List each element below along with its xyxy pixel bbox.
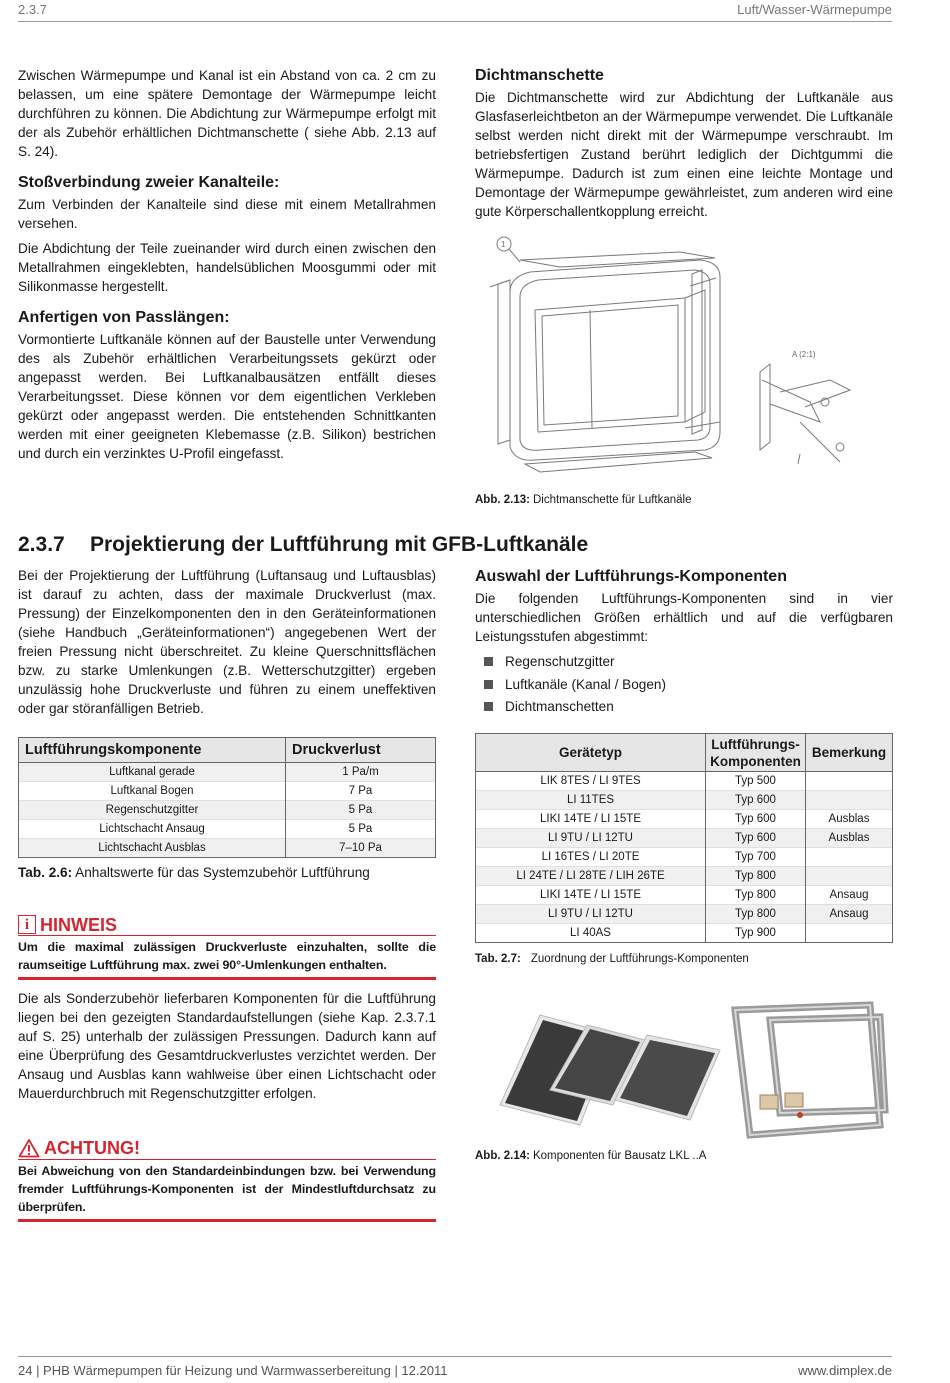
- table-cell: Typ 900: [706, 924, 806, 943]
- table-cell: LIKI 14TE / LI 15TE: [476, 810, 706, 829]
- table-zuordnung-wrap: [475, 733, 893, 943]
- table-row: [19, 763, 436, 782]
- paragraph-dichtmanschette: Die Dichtmanschette wird zur Abdichtung der Luftkanäle aus Glasfaserleichtbeton an der Wärmepumpe verwendet. Die Luftkanäle selbst werden nicht direkt mit der Wärmepumpe verschraubt. Im betriebsfertigen Zustand berührt lediglich der Dichtgummi die Wärmepumpe. Dadurch ist zum einen eine leichte Montage und Demontage der Wärmepumpe gewährleistet, zum anderen wird eine gute Körperschallentkopplung erreicht.: [475, 90, 893, 219]
- figure-dichtmanschette-drawing: [480, 232, 880, 477]
- table-cell: 5 Pa: [286, 820, 436, 839]
- bullet-square-icon: [484, 680, 493, 689]
- hinweis-title: HINWEIS: [40, 914, 118, 935]
- table-cell: Luftkanal gerade: [19, 763, 286, 782]
- warning-icon: [18, 1138, 40, 1158]
- table-row: [476, 905, 893, 924]
- table-header-cell: Druckverlust: [286, 738, 436, 763]
- left-column-sonderzubehoer: [18, 989, 436, 1109]
- paragraph-stoss-1: Zum Verbinden der Kanalteile sind diese mit einem Metallrahmen versehen.: [18, 197, 436, 231]
- table-cell: LI 16TES / LI 20TE: [476, 848, 706, 867]
- hinweis-header: [18, 915, 436, 936]
- paragraph-abstand: Zwischen Wärmepumpe und Kanal ist ein Abstand von ca. 2 cm zu belassen, um eine spätere Demontage der Wärmepumpe leicht durchführen zu können. Die Abdichtung zur Wärmepumpe erfolgt mit der als Zubehör erhältlichen Dichtmanschette ( siehe Abb. 2.13 auf S. 24).: [18, 68, 436, 159]
- hinweis-box: [18, 915, 436, 980]
- bullet-square-icon: [484, 657, 493, 666]
- table-zuordnung: [475, 733, 893, 943]
- figure-2-13-caption: [475, 494, 692, 506]
- table-cell: Lichtschacht Ansaug: [19, 820, 286, 839]
- heading-auswahl: Auswahl der Luftführungs-Komponenten: [475, 568, 787, 585]
- table-cell: Typ 700: [706, 848, 806, 867]
- table-row: [19, 801, 436, 820]
- table-2-6-caption: [18, 865, 370, 880]
- left-column-top: [18, 66, 436, 469]
- table-cell: Typ 800: [706, 867, 806, 886]
- table-2-6-number: Tab. 2.6:: [18, 865, 73, 880]
- table-cell: LI 9TU / LI 12TU: [476, 905, 706, 924]
- table-2-7-text: Zuordnung der Luftführungs-Komponenten: [530, 953, 749, 965]
- table-cell: Typ 800: [706, 886, 806, 905]
- table-cell: 1 Pa/m: [286, 763, 436, 782]
- table-row: [19, 820, 436, 839]
- table-cell: 5 Pa: [286, 801, 436, 820]
- bullet-square-icon: [484, 702, 493, 711]
- header-section-number: 2.3.7: [18, 2, 47, 17]
- table-cell: [806, 867, 893, 886]
- table-cell: Typ 600: [706, 791, 806, 810]
- table-2-6-text: Anhaltswerte für das Systemzubehör Luftführung: [75, 865, 370, 880]
- table-cell: [806, 924, 893, 943]
- figure-2-14-caption: [475, 1150, 706, 1162]
- list-item-label: Luftkanäle (Kanal / Bogen): [505, 676, 666, 692]
- table-row: [476, 924, 893, 943]
- heading-stossverbindung: Stoßverbindung zweier Kanalteile:: [18, 174, 280, 191]
- table-cell: Typ 500: [706, 772, 806, 791]
- paragraph-stoss-2: Die Abdichtung der Teile zueinander wird durch einen zwischen den Metallrahmen eingeklebten, handelsüblichen Moosgummi oder mit Silikonmasse hergestellt.: [18, 241, 436, 294]
- detail-label: A (2:1): [792, 350, 816, 359]
- table-cell: LI 9TU / LI 12TU: [476, 829, 706, 848]
- left-column-projektierung: [18, 566, 436, 724]
- callout-number: 1: [501, 240, 506, 249]
- paragraph-projektierung: Bei der Projektierung der Luftführung (Luftansaug und Luftausblas) ist darauf zu achten, dass der maximale Druckverlust (max. Pressung) der Einzelkomponenten den in den Geräteinformationen (siehe Handbuch „Geräteinformationen“) angegebenen Wert der freien Pressung nicht überschreitet. Zu kleine Querschnittsflächen bzw. zu starke Umlenkungen (z.B. Wetterschutzgitter) ergeben unzulässig hohe Druckverluste und führen zu einem uneffektiven oder gar störanfälligen Betrieb.: [18, 568, 436, 716]
- achtung-text: Bei Abweichung von den Standardeinbindungen bzw. bei Verwendung fremder Luftführungs-Komponenten ist der Mindestluftdurchsatz zu überprüfen.: [18, 1164, 436, 1214]
- component-list: [475, 652, 893, 720]
- table-cell: Luftkanal Bogen: [19, 782, 286, 801]
- table-cell: [806, 772, 893, 791]
- achtung-header: [18, 1138, 436, 1160]
- table-cell: Typ 600: [706, 829, 806, 848]
- table-cell: Ausblas: [806, 829, 893, 848]
- table-row: [476, 867, 893, 886]
- table-row: [476, 791, 893, 810]
- table-druckverlust: [18, 737, 436, 858]
- table-row: [476, 848, 893, 867]
- table-cell: Typ 600: [706, 810, 806, 829]
- table-cell: LI 24TE / LI 28TE / LIH 26TE: [476, 867, 706, 886]
- right-column-top: [475, 66, 893, 227]
- table-row: [476, 829, 893, 848]
- table-cell: Lichtschacht Ausblas: [19, 839, 286, 858]
- list-item-label: Regenschutzgitter: [505, 654, 615, 669]
- paragraph-passlaengen: Vormontierte Luftkanäle können auf der Baustelle unter Verwendung des als Zubehör erhältlichen Verarbeitungssets gekürzt oder angepasst werden. Bei Luftkanalbausätzen entfällt dieses Verarbeitungsset. Diese können vor dem eigentlichen Verkleben gekürzt oder angepasst werden. Die entstehenden Schnittkanten werden mit einer geeigneten Klebemasse (z.B. Silikon) bestrichen und durch ein verzinktes U-Profil eingefasst.: [18, 332, 436, 461]
- table-cell: LIKI 14TE / LI 15TE: [476, 886, 706, 905]
- table-header-row: [19, 738, 436, 763]
- table-header-cell: Gerätetyp: [476, 734, 706, 772]
- section-heading: [18, 533, 588, 557]
- table-row: [19, 782, 436, 801]
- list-item: [475, 697, 893, 720]
- figure-2-14-text: Komponenten für Bausatz LKL ..A: [532, 1150, 707, 1162]
- table-cell: LI 11TES: [476, 791, 706, 810]
- table-2-7-number: Tab. 2.7:: [475, 953, 521, 965]
- list-item-label: Dichtmanschetten: [505, 699, 614, 714]
- table-2-7-caption: [475, 953, 749, 965]
- page-header: [18, 0, 892, 22]
- table-druckverlust-wrap: [18, 737, 436, 858]
- heading-passlaengen: Anfertigen von Passlängen:: [18, 309, 230, 326]
- table-header-row: [476, 734, 893, 772]
- achtung-box: [18, 1138, 436, 1222]
- figure-2-13-number: Abb. 2.13:: [475, 494, 530, 506]
- right-column-auswahl: [475, 567, 893, 720]
- table-cell: Ansaug: [806, 905, 893, 924]
- table-cell: 7 Pa: [286, 782, 436, 801]
- heading-dichtmanschette: Dichtmanschette: [475, 67, 604, 84]
- table-row: [19, 839, 436, 858]
- list-item: [475, 652, 893, 675]
- table-cell: Ausblas: [806, 810, 893, 829]
- table-cell: LIK 8TES / LI 9TES: [476, 772, 706, 791]
- table-cell: [806, 848, 893, 867]
- table-cell: Ansaug: [806, 886, 893, 905]
- figure-2-13-text: Dichtmanschette für Luftkanäle: [532, 494, 692, 506]
- page-footer: [18, 1356, 892, 1378]
- figure-bausatz-photo: [495, 995, 895, 1140]
- table-cell: 7–10 Pa: [286, 839, 436, 858]
- footer-website-link[interactable]: www.dimplex.de: [798, 1363, 892, 1378]
- section-number: 2.3.7: [18, 533, 65, 556]
- info-icon: i: [18, 915, 36, 934]
- table-row: [476, 810, 893, 829]
- table-cell: [806, 791, 893, 810]
- table-cell: LI 40AS: [476, 924, 706, 943]
- achtung-title: ACHTUNG!: [44, 1138, 140, 1158]
- footer-page-info: 24 | PHB Wärmepumpen für Heizung und Warmwasserbereitung | 12.2011: [18, 1363, 448, 1378]
- figure-2-14-number: Abb. 2.14:: [475, 1150, 530, 1162]
- section-title: Projektierung der Luftführung mit GFB-Luftkanäle: [90, 533, 589, 556]
- table-row: [476, 772, 893, 791]
- hinweis-text: Um die maximal zulässigen Druckverluste einzuhalten, sollte die raumseitige Luftführung max. zwei 90°-Umlenkungen enthalten.: [18, 940, 436, 972]
- paragraph-sonderzubehoer: Die als Sonderzubehör lieferbaren Komponenten für die Luftführung liegen bei den gezeigten Standardaufstellungen (siehe Kap. 2.3.7.1 auf S. 25) unterhalb der zulässigen Pressungen. Dadurch kann auf eine Überprüfung des Gesamtdruckverlustes verzichtet werden. Der Ansaug und Ausblas kann wahlweise über einen Lichtschacht oder Mauerdurchbruch mit Regenschutzgitter erfolgen.: [18, 991, 436, 1101]
- header-title: Luft/Wasser-Wärmepumpe: [737, 2, 892, 17]
- paragraph-auswahl: Die folgenden Luftführungs-Komponenten sind in vier unterschiedlichen Größen erhältlich und auf die verfügbaren Leistungsstufen abgestimmt:: [475, 591, 893, 644]
- table-header-cell: Luftführungs-Komponenten: [706, 734, 806, 772]
- table-cell: Typ 800: [706, 905, 806, 924]
- table-cell: Regenschutzgitter: [19, 801, 286, 820]
- table-row: [476, 886, 893, 905]
- table-header-cell: Luftführungskomponente: [19, 738, 286, 763]
- list-item: [475, 675, 893, 698]
- table-header-cell: Bemerkung: [806, 734, 893, 772]
